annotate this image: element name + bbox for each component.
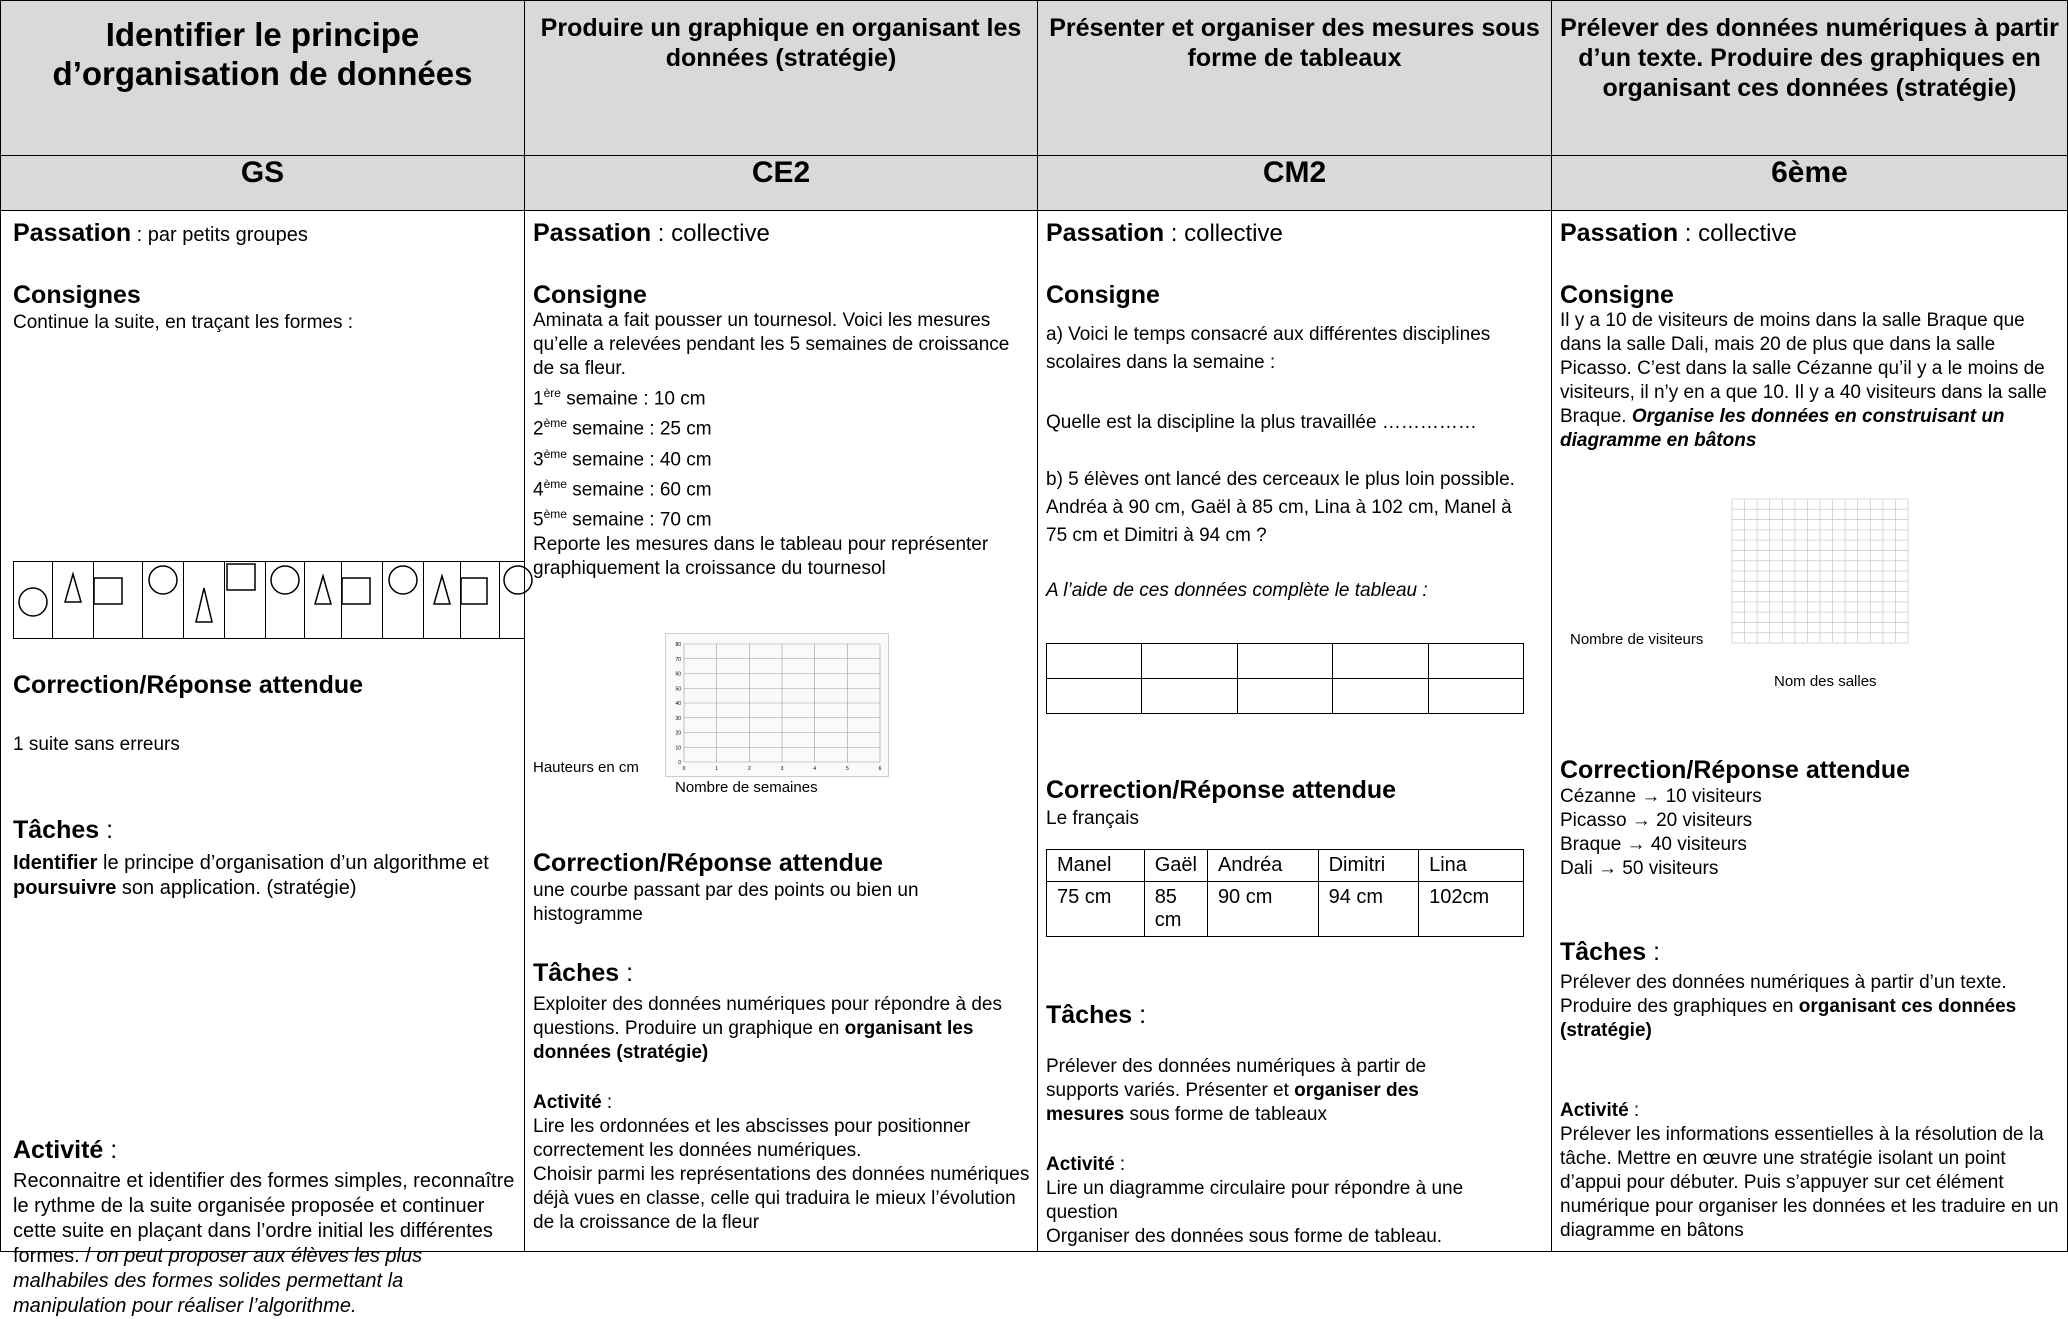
cm2-correction-title: Correction/Réponse attendue: [1046, 776, 1397, 804]
answer-item: Cézanne → 10 visiteurs: [1560, 786, 1762, 807]
cm2-question: Quelle est la discipline la plus travaillée ……………: [1046, 412, 1477, 433]
ce2-report-text: Reporte les mesures dans le tableau pour représenter graphiquement la croissance du tournesol: [533, 534, 989, 579]
shape-sequence: [13, 561, 524, 639]
sixieme-consigne-text: Il y a 10 de visiteurs de moins dans la salle Braque que dans la salle Dali, mais 20 de plus que dans la salle Picasso. C’est dans la salle Cézanne qu’il y a le moins de visiteurs, il n’y en a que 10. Il y a 40 visiteurs dans la salle Braque. Organise les données en construisant un diagramme en bâtons: [1560, 310, 2047, 451]
cm2-answer-table: [1046, 849, 1524, 937]
cm2-taches-text: Prélever des données numériques à partir de supports variés. Présenter et organiser des mesures sous forme de tableaux: [1046, 1056, 1427, 1125]
sixieme-answers: [1560, 785, 1762, 881]
sixieme-column: [1552, 211, 2068, 1252]
answer-names-row: Manel Gaël Andréa Dimitri Lina: [1047, 850, 1524, 882]
ce2-correction-title: Correction/Réponse attendue: [533, 849, 884, 877]
cm2-b-text: b) 5 élèves ont lancé des cerceaux le plus loin possible. Andréa à 90 cm, Gaël à 85 cm, Lina à 102 cm, Manel à 75 cm et Dimitri à 94 cm ?: [1046, 469, 1515, 546]
ce2-activite-text: Lire les ordonnées et les abscisses pour positionner correctement les données numériques. Choisir parmi les représentations des données numériques déjà vues en classe, celle qui traduira le mieux l’évolution de la croissance de la fleur: [533, 1116, 1030, 1233]
y-tick-label: 30: [675, 715, 681, 722]
triangle-shape: [424, 562, 461, 638]
y-tick-label: 40: [675, 701, 681, 707]
ce2-y-label: Hauteurs en cm: [533, 759, 639, 776]
cm2-a-text: a) Voici le temps consacré aux différentes disciplines scolaires dans la semaine :: [1046, 324, 1491, 373]
gs-correction-title: Correction/Réponse attendue: [13, 671, 364, 699]
header-ce2: Produire un graphique en organisant les données (stratégie): [525, 1, 1038, 156]
answer-item: Dali → 50 visiteurs: [1560, 858, 1719, 879]
y-tick-label: 50: [675, 686, 681, 693]
square-shape: [461, 562, 500, 638]
sixieme-empty-graph: [1732, 499, 1908, 643]
gs-consignes-text: Continue la suite, en traçant les formes :: [13, 312, 354, 333]
sixieme-taches-heading: Tâches :: [1560, 938, 1661, 966]
y-tick-label: 0: [678, 760, 681, 766]
ce2-x-label: Nombre de semaines: [675, 779, 818, 796]
sixieme-passation: Passation : collective: [1560, 219, 1797, 247]
triangle-shape: [53, 562, 94, 638]
x-tick-label: 4: [813, 766, 817, 772]
ce2-correction-text: une courbe passant par des points ou bien un histogramme: [533, 880, 919, 925]
header-gs: Identifier le principe d’organisation de données: [1, 1, 525, 156]
grade-cm2: CM2: [1038, 156, 1552, 211]
week-item: 3ème semaine : 40 cm: [533, 446, 712, 470]
gs-taches-text: Identifier le principe d’organisation d’un algorithme et poursuivre son application. (stratégie): [13, 852, 489, 899]
triangle-shape: [305, 562, 342, 638]
circle-shape: [266, 562, 305, 638]
ce2-consigne-title: Consigne: [533, 281, 647, 309]
ce2-weeks-list: [533, 381, 712, 533]
competence-header-row: [1, 1, 2068, 156]
answer-item: Braque → 40 visiteurs: [1560, 834, 1747, 855]
content-row: [1, 211, 2068, 1252]
grade-ce2: CE2: [525, 156, 1038, 211]
gs-consignes-title: Consignes: [13, 281, 141, 309]
sixieme-activite-heading: Activité :: [1560, 1100, 1640, 1121]
answer-item: Picasso → 20 visiteurs: [1560, 810, 1753, 831]
gs-passation: Passation : par petits groupes: [13, 219, 308, 247]
cm2-consigne-title: Consigne: [1046, 281, 1160, 309]
triangle-shape: [184, 562, 225, 638]
week-item: 2ème semaine : 25 cm: [533, 416, 712, 440]
ce2-taches-text: Exploiter des données numériques pour répondre à des questions. Produire un graphique en organisant les données (stratégie): [533, 994, 1002, 1063]
grade-gs: GS: [1, 156, 525, 211]
square-shape: [225, 562, 266, 638]
cm2-activite-text: Lire un diagramme circulaire pour répondre à une question Organiser des données sous forme de tableau.: [1046, 1178, 1464, 1247]
cm2-passation: Passation : collective: [1046, 219, 1283, 247]
ce2-graph-grid: [666, 634, 888, 776]
grade-6eme: 6ème: [1552, 156, 2068, 211]
x-tick-label: 5: [845, 766, 849, 772]
cm2-activite-heading: Activité :: [1046, 1154, 1126, 1175]
circle-shape: [143, 562, 184, 638]
circle-shape: [14, 562, 53, 638]
y-tick-label: 60: [675, 671, 681, 678]
week-item: 1ère semaine : 10 cm: [533, 386, 706, 410]
grade-row: [1, 156, 2068, 211]
sixieme-graph-grid: [1732, 499, 1908, 643]
square-shape: [342, 562, 383, 638]
sixieme-x-label: Nom des salles: [1774, 673, 1877, 690]
x-tick-label: 1: [715, 766, 719, 772]
x-tick-label: 3: [780, 766, 784, 772]
week-item: 5ème semaine : 70 cm: [533, 507, 712, 531]
cm2-column: [1038, 211, 1552, 1252]
header-cm2: Présenter et organiser des mesures sous forme de tableaux: [1038, 1, 1552, 156]
x-tick-label: 0: [682, 766, 686, 772]
sixieme-taches-text: Prélever des données numériques à partir d’un texte. Produire des graphiques en organisant ces données (stratégie): [1560, 972, 2017, 1041]
y-tick-label: 10: [675, 745, 681, 752]
ce2-taches-heading: Tâches :: [533, 959, 634, 987]
cm2-correction-text: Le français: [1046, 808, 1139, 829]
gs-column: [1, 211, 525, 1317]
sixieme-consigne-title: Consigne: [1560, 281, 1674, 309]
cm2-aide-text: A l’aide de ces données complète le tableau :: [1046, 580, 1428, 601]
ce2-column: [525, 211, 1038, 1252]
sixieme-correction-title: Correction/Réponse attendue: [1560, 756, 1911, 784]
ce2-consigne-text: Aminata a fait pousser un tournesol. Voici les mesures qu’elle a relevées pendant les 5 semaines de croissance de sa fleur.: [533, 310, 1010, 379]
header-6eme: Prélever des données numériques à partir d’un texte. Produire des graphiques en organisant ces données (stratégie): [1552, 1, 2068, 156]
y-tick-label: 20: [675, 730, 681, 737]
ce2-empty-graph: [665, 633, 889, 777]
x-tick-label: 6: [878, 766, 882, 772]
week-item: 4ème semaine : 60 cm: [533, 476, 712, 501]
sixieme-y-label: Nombre de visiteurs: [1570, 631, 1704, 648]
answer-values-row: 75 cm 85 cm 90 cm 94 cm 102cm: [1047, 882, 1524, 937]
cm2-taches-heading: Tâches :: [1046, 1001, 1147, 1029]
y-tick-label: 70: [675, 656, 681, 663]
gs-activite-text: Reconnaitre et identifier des formes simples, reconnaître le rythme de la suite organisée proposée et continuer cette suite en plaçant dans l’ordre initial les différentes formes. / on peut proposer aux élèves les plus malhabiles des formes solides permettant la manipulation pour réaliser l’algorithme.: [13, 1170, 515, 1317]
ce2-activite-heading: Activité :: [533, 1092, 613, 1113]
x-tick-label: 2: [747, 766, 751, 772]
ce2-passation: Passation : collective: [533, 219, 770, 247]
y-tick-label: 80: [675, 642, 681, 648]
gs-correction-text: 1 suite sans erreurs: [13, 734, 180, 755]
gs-activite-heading: Activité :: [13, 1136, 118, 1164]
sixieme-activite-text: Prélever les informations essentielles à la résolution de la tâche. Mettre en œuvre une stratégie isolant un point d’appui pour débuter. Puis s’appuyer sur cet élément numérique pour organiser les données et les traduire en un diagramme en bâtons: [1560, 1124, 2059, 1241]
cm2-empty-table: [1046, 643, 1524, 714]
circle-shape: [383, 562, 424, 638]
circle-shape: [500, 562, 518, 638]
square-shape: [94, 562, 143, 638]
gs-taches-heading: Tâches :: [13, 816, 114, 844]
